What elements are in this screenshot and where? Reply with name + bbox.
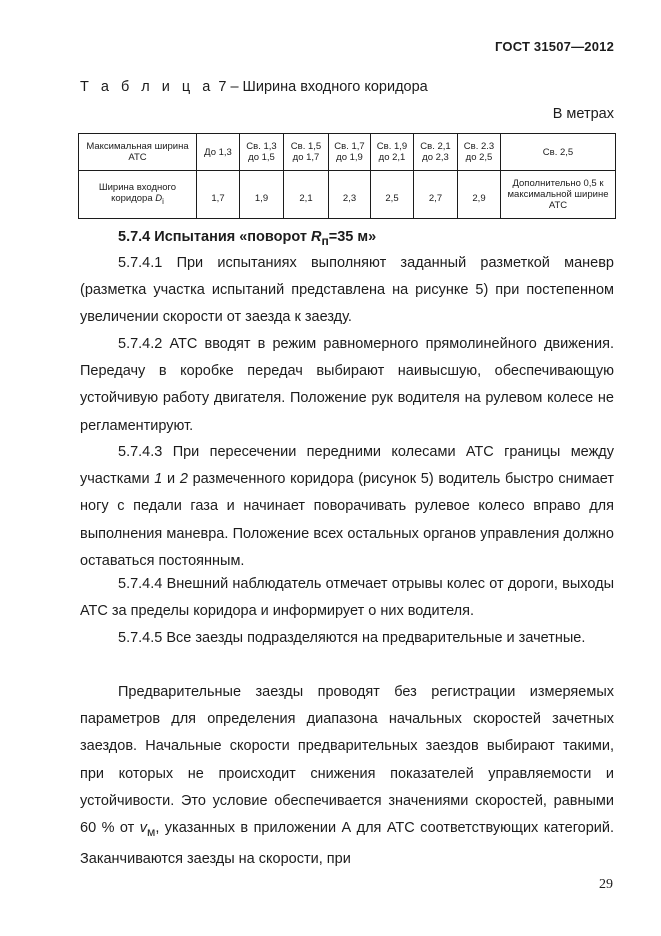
table-value-cell: 2,9 [458, 171, 501, 219]
section-number-2: 2 [179, 471, 188, 488]
table-title [80, 79, 428, 95]
section-heading-text: 5.7.4 Испытания «поворот [118, 229, 307, 245]
paragraph-text: размеченного коридора (рисунок 5) водитель быстро снимает ногу с педали газа и начинает поворачивать рулевое колесо вправо для выполнения маневра. Положение всех остальных органов управления должно оставаться постоянным. [80, 471, 615, 569]
table-row-label [79, 171, 197, 219]
table-data-row [79, 171, 616, 219]
paragraph-preliminary-runs [80, 679, 614, 873]
section-heading-symbol: R [310, 229, 322, 245]
section-heading [118, 229, 376, 248]
table-value-cell: 1,9 [240, 171, 284, 219]
paragraph-text: 5.7.4.3 При пересечении передними колесами АТС границы между участками [80, 444, 614, 488]
table-last-cell: Дополнительно 0,5 к максимальной ширине АТС [501, 171, 616, 219]
table-title-number: 7 [218, 79, 227, 95]
section-number-1: 1 [154, 471, 163, 488]
table-units: В метрах [552, 106, 614, 122]
table-value-cell: 2,7 [414, 171, 458, 219]
section-heading-subscript: п [321, 233, 329, 248]
speed-symbol: v [139, 820, 147, 837]
table-header-cell: Св. 1,9 до 2,1 [371, 134, 414, 171]
table-header-cell: Св. 2,1 до 2,3 [414, 134, 458, 171]
row-label-symbol: D [155, 193, 163, 205]
conjunction: и [167, 471, 176, 488]
table-header-cell: Св. 1,3 до 1,5 [240, 134, 284, 171]
section-heading-suffix: =35 м» [328, 229, 377, 245]
speed-subscript: м [147, 824, 156, 839]
document-header: ГОСТ 31507—2012 [495, 39, 614, 54]
table-header-cell: Св. 2.3 до 2,5 [458, 134, 501, 171]
paragraph-5-7-4-4: 5.7.4.4 Внешний наблюдатель отмечает отрывы колес от дороги, выходы АТС за пределы коридора и информирует о них водителя. [80, 576, 614, 620]
table-header-cell: До 1,3 [197, 134, 240, 171]
table-header-cell: Св. 1,5 до 1,7 [284, 134, 329, 171]
table-value-cell: 2,3 [329, 171, 371, 219]
table-header-cell: Св. 2,5 [501, 134, 616, 171]
page-number: 29 [599, 877, 613, 892]
table-header-cell: Максимальная ширина АТС [79, 134, 197, 171]
row-label-text: Ширина входного коридора [98, 182, 177, 205]
paragraph-5-7-4-1: 5.7.4.1 При испытаниях выполняют заданный разметкой маневр (разметка участка испытаний представлена на рисунке 5) при постепенном увеличении скорости от заезда к заезду. [80, 255, 614, 326]
row-label-subscript: i [162, 196, 164, 206]
corridor-width-table [78, 133, 616, 219]
table-value-cell: 1,7 [197, 171, 240, 219]
table-title-text: – Ширина входного коридора [230, 79, 428, 95]
table-title-label: Т а б л и ц а [80, 79, 215, 95]
paragraph-5-7-4-2: 5.7.4.2 АТС вводят в режим равномерного прямолинейного движения. Передачу в коробке передач выбирают наивысшую, обеспечивающую устойчивую работу двигателя. Положение рук водителя на рулевом колесе не регламентируют. [80, 336, 614, 434]
paragraph-text: , указанных в приложении А для АТС соответствующих категорий. Заканчиваются заезды на скорости, при [80, 820, 615, 868]
table-header-row [79, 134, 616, 171]
paragraph-5-7-4-5: 5.7.4.5 Все заезды подразделяются на предварительные и зачетные. [118, 630, 586, 646]
paragraph-text: Предварительные заезды проводят без регистрации измеряемых параметров для определения диапазона начальных скоростей зачетных заездов. Начальные скорости предварительных заездов выбирают такими, при которых не происходит снижения показателей управляемости и устойчивости. Это условие обеспечивается значениями скоростей, равными 60 % от [80, 684, 614, 837]
paragraph-5-7-4-3 [80, 439, 614, 575]
table-value-cell: 2,5 [371, 171, 414, 219]
table-header-cell: Св. 1,7 до 1,9 [329, 134, 371, 171]
table-value-cell: 2,1 [284, 171, 329, 219]
